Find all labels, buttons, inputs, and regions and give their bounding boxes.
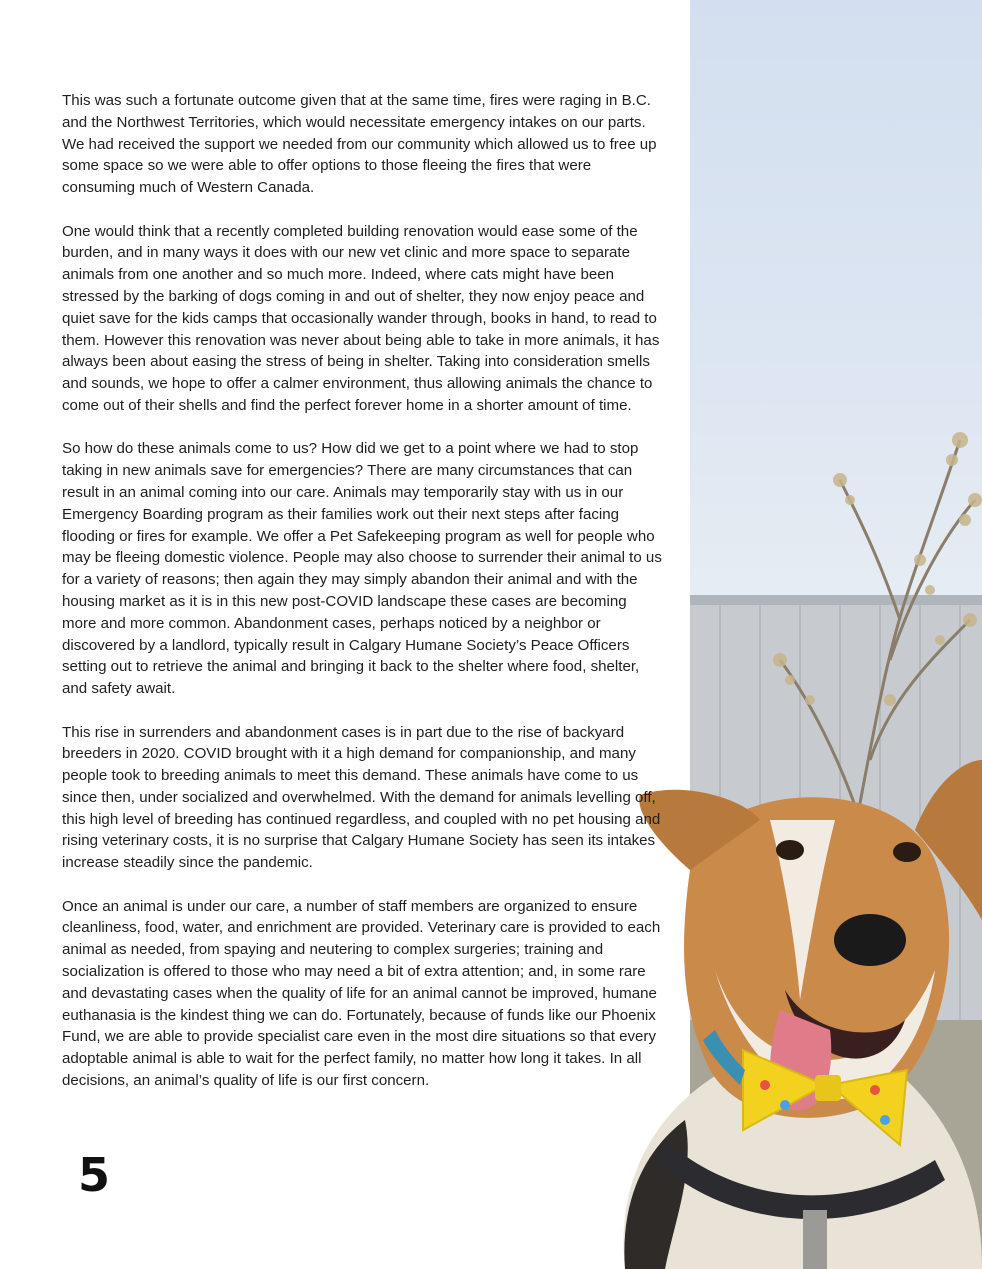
paragraph-1: This was such a fortunate outcome given that at the same time, fires were raging in B.C. and the Northwest Territories, which would necessitate emergency intakes on our parts. We had received the support we needed from our community which allowed us to free up some space so we were able to offer options to those fleeing the fires that were consuming much of Western Canada. — [62, 92, 657, 197]
paragraph-5: Once an animal is under our care, a number of staff members are organized to ensure cleanliness, food, water, and enrichment are provided. Veterinary care is provided to each animal as needed, from spaying and neutering to complex surgeries; training and socialization is offered to those who may need a bit of extra attention; and, in some rare and devastating cases when the quality of life for an animal cannot be improved, humane euthanasia is the kindest thing we can do. Fortunately, because of funds like our Phoenix Fund, we are able to provide specialist care even in the most dire situations so that every adoptable animal is able to wait for the perfect family, no matter how long it takes. In all decisions, an animal’s quality of life is our first concern. — [62, 897, 661, 1090]
dog-nose — [834, 914, 906, 966]
dog-left-eye — [776, 840, 804, 860]
wall-roofline — [690, 595, 982, 605]
dog-right-eye — [893, 842, 921, 862]
harness-strap — [803, 1210, 827, 1269]
paragraph-3: So how do these animals come to us? How did we get to a point where we had to stop taking in new animals save for emergencies? There are many circumstances that can result in an animal coming into our care. Animals may temporarily stay with us in our Emergency Boarding program as their families work out their next steps after facing flooding or fires for example. We offer a Pet Safekeeping program as well for people who may be fleeing domestic violence. People may also choose to surrender their animal to us for a variety of reasons; then again they may simply abandon their animal and with the housing market as it is in this new post-COVID landscape these cases are becoming more and more common. Abandonment cases, perhaps noticed by a neighbor or discovered by a landlord, typically result in Calgary Humane Society’s Peace Officers setting out to retrieve the animal and bringing it back to the shelter where food, shelter, and safety await. — [62, 440, 662, 698]
page-number: 5 — [78, 1148, 111, 1202]
paragraph-4: This rise in surrenders and abandonment cases is in part due to the rise of backyard breeders in 2020. COVID brought with it a high demand for companionship, and many people took to breeding animals to meet this demand. These animals have come to us since then, under socialized and overwhelmed. With the demand for animals levelling off, this high level of breeding has continued regardless, and coupled with no pet housing and rising veterinary costs, it is no surprise that Calgary Humane Society has seen its intakes increase steadily since the pandemic. — [62, 723, 661, 872]
paragraph-2: One would think that a recently completed building renovation would ease some of the burden, and in many ways it does with our new vet clinic and more space to separate animals from one another and so much more. Indeed, where cats might have been stressed by the barking of dogs coming in and out of shelter, they now enjoy peace and quiet save for the kids camps that occasionally wander through, books in hand, to read to them. However this renovation was never about being able to take in more animals, it has always been about easing the stress of being in shelter. Taking into consideration smells and sounds, we hope to offer a calmer environment, thus allowing animals the chance to come out of their shells and find the perfect forever home in a shorter amount of time. — [62, 222, 660, 414]
article-body — [62, 90, 662, 1113]
